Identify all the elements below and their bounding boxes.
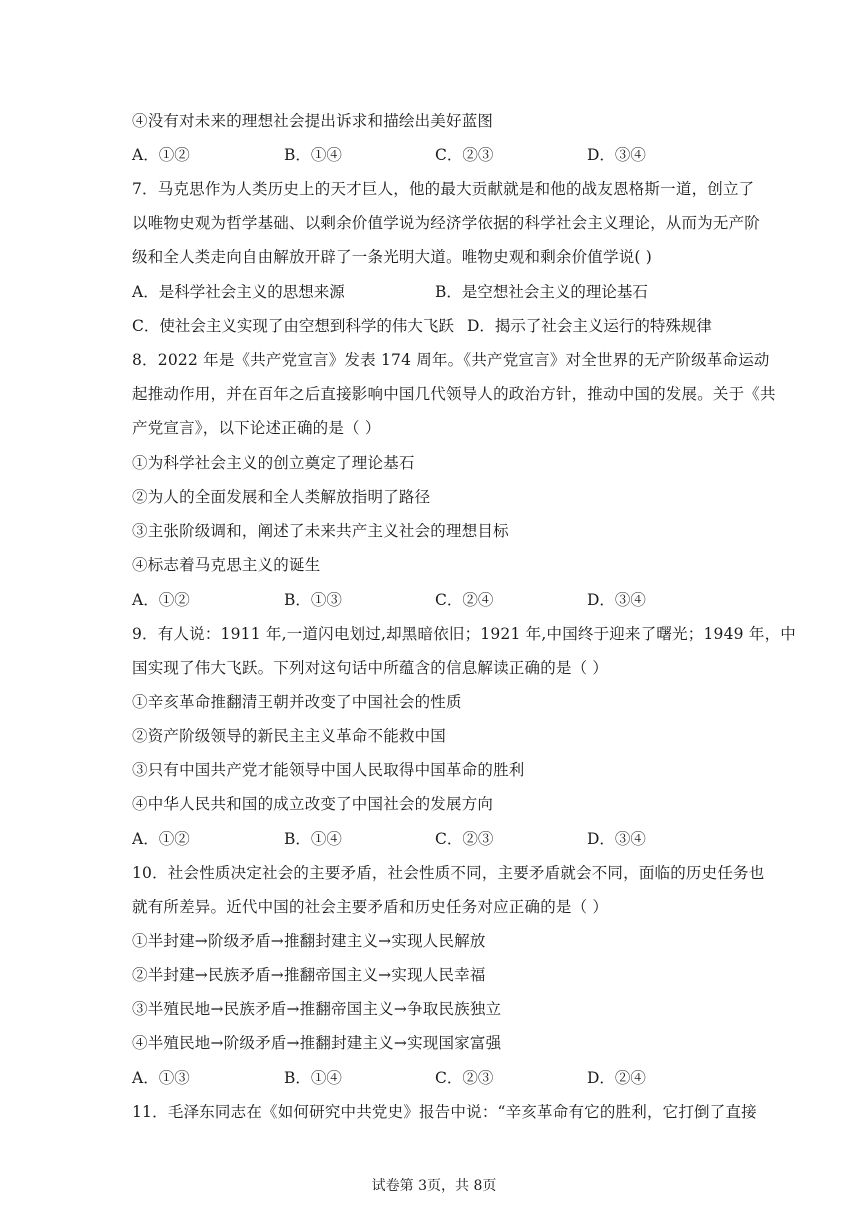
q9-option-b: B．①④ [284, 830, 342, 848]
q9-option-c: C．②③ [435, 830, 494, 848]
q8-stem-line-2: 起推动作用，并在百年之后直接影响中国几代领导人的政治方针，推动中国的发展。关于《共 [132, 385, 776, 403]
q6-option-d: D．③④ [587, 146, 646, 164]
q8-option-b: B．①③ [284, 591, 342, 609]
q9-options [132, 828, 742, 850]
q8-options [132, 589, 742, 611]
q6-option-b: B．①④ [284, 146, 342, 164]
q6-statement-4: ④没有对未来的理想社会提出诉求和描绘出美好蓝图 [132, 112, 494, 130]
q9-statement-1: ①辛亥革命推翻清王朝并改变了中国社会的性质 [132, 693, 462, 711]
q8-statement-4: ④标志着马克思主义的诞生 [132, 556, 321, 574]
q9-stem-line-2: 国实现了伟大飞跃。下列对这句话中所蕴含的信息解读正确的是（ ） [132, 659, 609, 677]
q8-option-a: A．①② [132, 591, 190, 609]
q8-stem-line-3: 产党宣言》，以下论述正确的是（ ） [132, 419, 381, 437]
q7-option-a: A．是科学社会主义的思想来源 [132, 283, 345, 301]
q7-option-b: B．是空想社会主义的理论基石 [435, 283, 648, 301]
q9-statement-3: ③只有中国共产党才能领导中国人民取得中国革命的胜利 [132, 761, 525, 779]
q6-option-c: C．②③ [435, 146, 494, 164]
q10-option-c: C．②③ [435, 1069, 494, 1087]
q10-stem-line-1: 10．社会性质决定社会的主要矛盾，社会性质不同，主要矛盾就会不同，面临的历史任务也 [132, 864, 765, 882]
q9-option-a: A．①② [132, 830, 190, 848]
q7-option-d: D．揭示了社会主义运行的特殊规律 [467, 317, 712, 335]
q8-stem-line-1: 8．2022 年是《共产党宣言》发表 174 周年。《共产党宣言》对全世界的无产阶级革命运动 [132, 351, 770, 369]
q10-statement-3: ③半殖民地→民族矛盾→推翻帝国主义→争取民族独立 [132, 1000, 502, 1018]
q10-option-d: D．②④ [587, 1069, 646, 1087]
q7-stem-line-3: 级和全人类走向自由解放开辟了一条光明大道。唯物史观和剩余价值学说( ) [132, 248, 653, 266]
q11-stem-line-1: 11．毛泽东同志在《如何研究中共党史》报告中说：“辛亥革命有它的胜利，它打倒了直接 [132, 1103, 757, 1121]
q9-option-d: D．③④ [587, 830, 646, 848]
q8-statement-2: ②为人的全面发展和全人类解放指明了路径 [132, 488, 431, 506]
q8-option-d: D．③④ [587, 591, 646, 609]
q8-statement-3: ③主张阶级调和，阐述了未来共产主义社会的理想目标 [132, 522, 509, 540]
q10-option-b: B．①④ [284, 1069, 342, 1087]
q10-options [132, 1067, 742, 1089]
page-footer: 试卷第 3页，共 8页 [371, 1178, 497, 1194]
q10-option-a: A．①③ [132, 1069, 190, 1087]
q7-options-row-2 [132, 315, 742, 337]
q10-stem-line-2: 就有所差异。近代中国的社会主要矛盾和历史任务对应正确的是（ ） [132, 898, 609, 916]
q7-stem-line-1: 7．马克思作为人类历史上的天才巨人，他的最大贡献就是和他的战友恩格斯一道，创立了 [132, 180, 755, 198]
q6-option-a: A．①② [132, 146, 190, 164]
q10-statement-2: ②半封建→民族矛盾→推翻帝国主义→实现人民幸福 [132, 966, 486, 984]
q10-statement-1: ①半封建→阶级矛盾→推翻封建主义→实现人民解放 [132, 932, 486, 950]
q6-options [132, 144, 742, 166]
q7-stem-line-2: 以唯物史观为哲学基础、以剩余价值学说为经济学依据的科学社会主义理论，从而为无产阶 [132, 214, 761, 232]
q10-statement-4: ④半殖民地→阶级矛盾→推翻封建主义→实现国家富强 [132, 1034, 502, 1052]
q8-statement-1: ①为科学社会主义的创立奠定了理论基石 [132, 454, 415, 472]
q7-options-row-1 [132, 281, 742, 303]
q9-stem-line-1: 9．有人说：1911 年,一道闪电划过,却黑暗依旧；1921 年,中国终于迎来了曙光；1949 年，中 [132, 625, 796, 643]
q8-option-c: C．②④ [435, 591, 494, 609]
q7-option-c: C．使社会主义实现了由空想到科学的伟大飞跃 [132, 317, 454, 335]
q9-statement-4: ④中华人民共和国的成立改变了中国社会的发展方向 [132, 795, 494, 813]
q9-statement-2: ②资产阶级领导的新民主主义革命不能救中国 [132, 727, 447, 745]
